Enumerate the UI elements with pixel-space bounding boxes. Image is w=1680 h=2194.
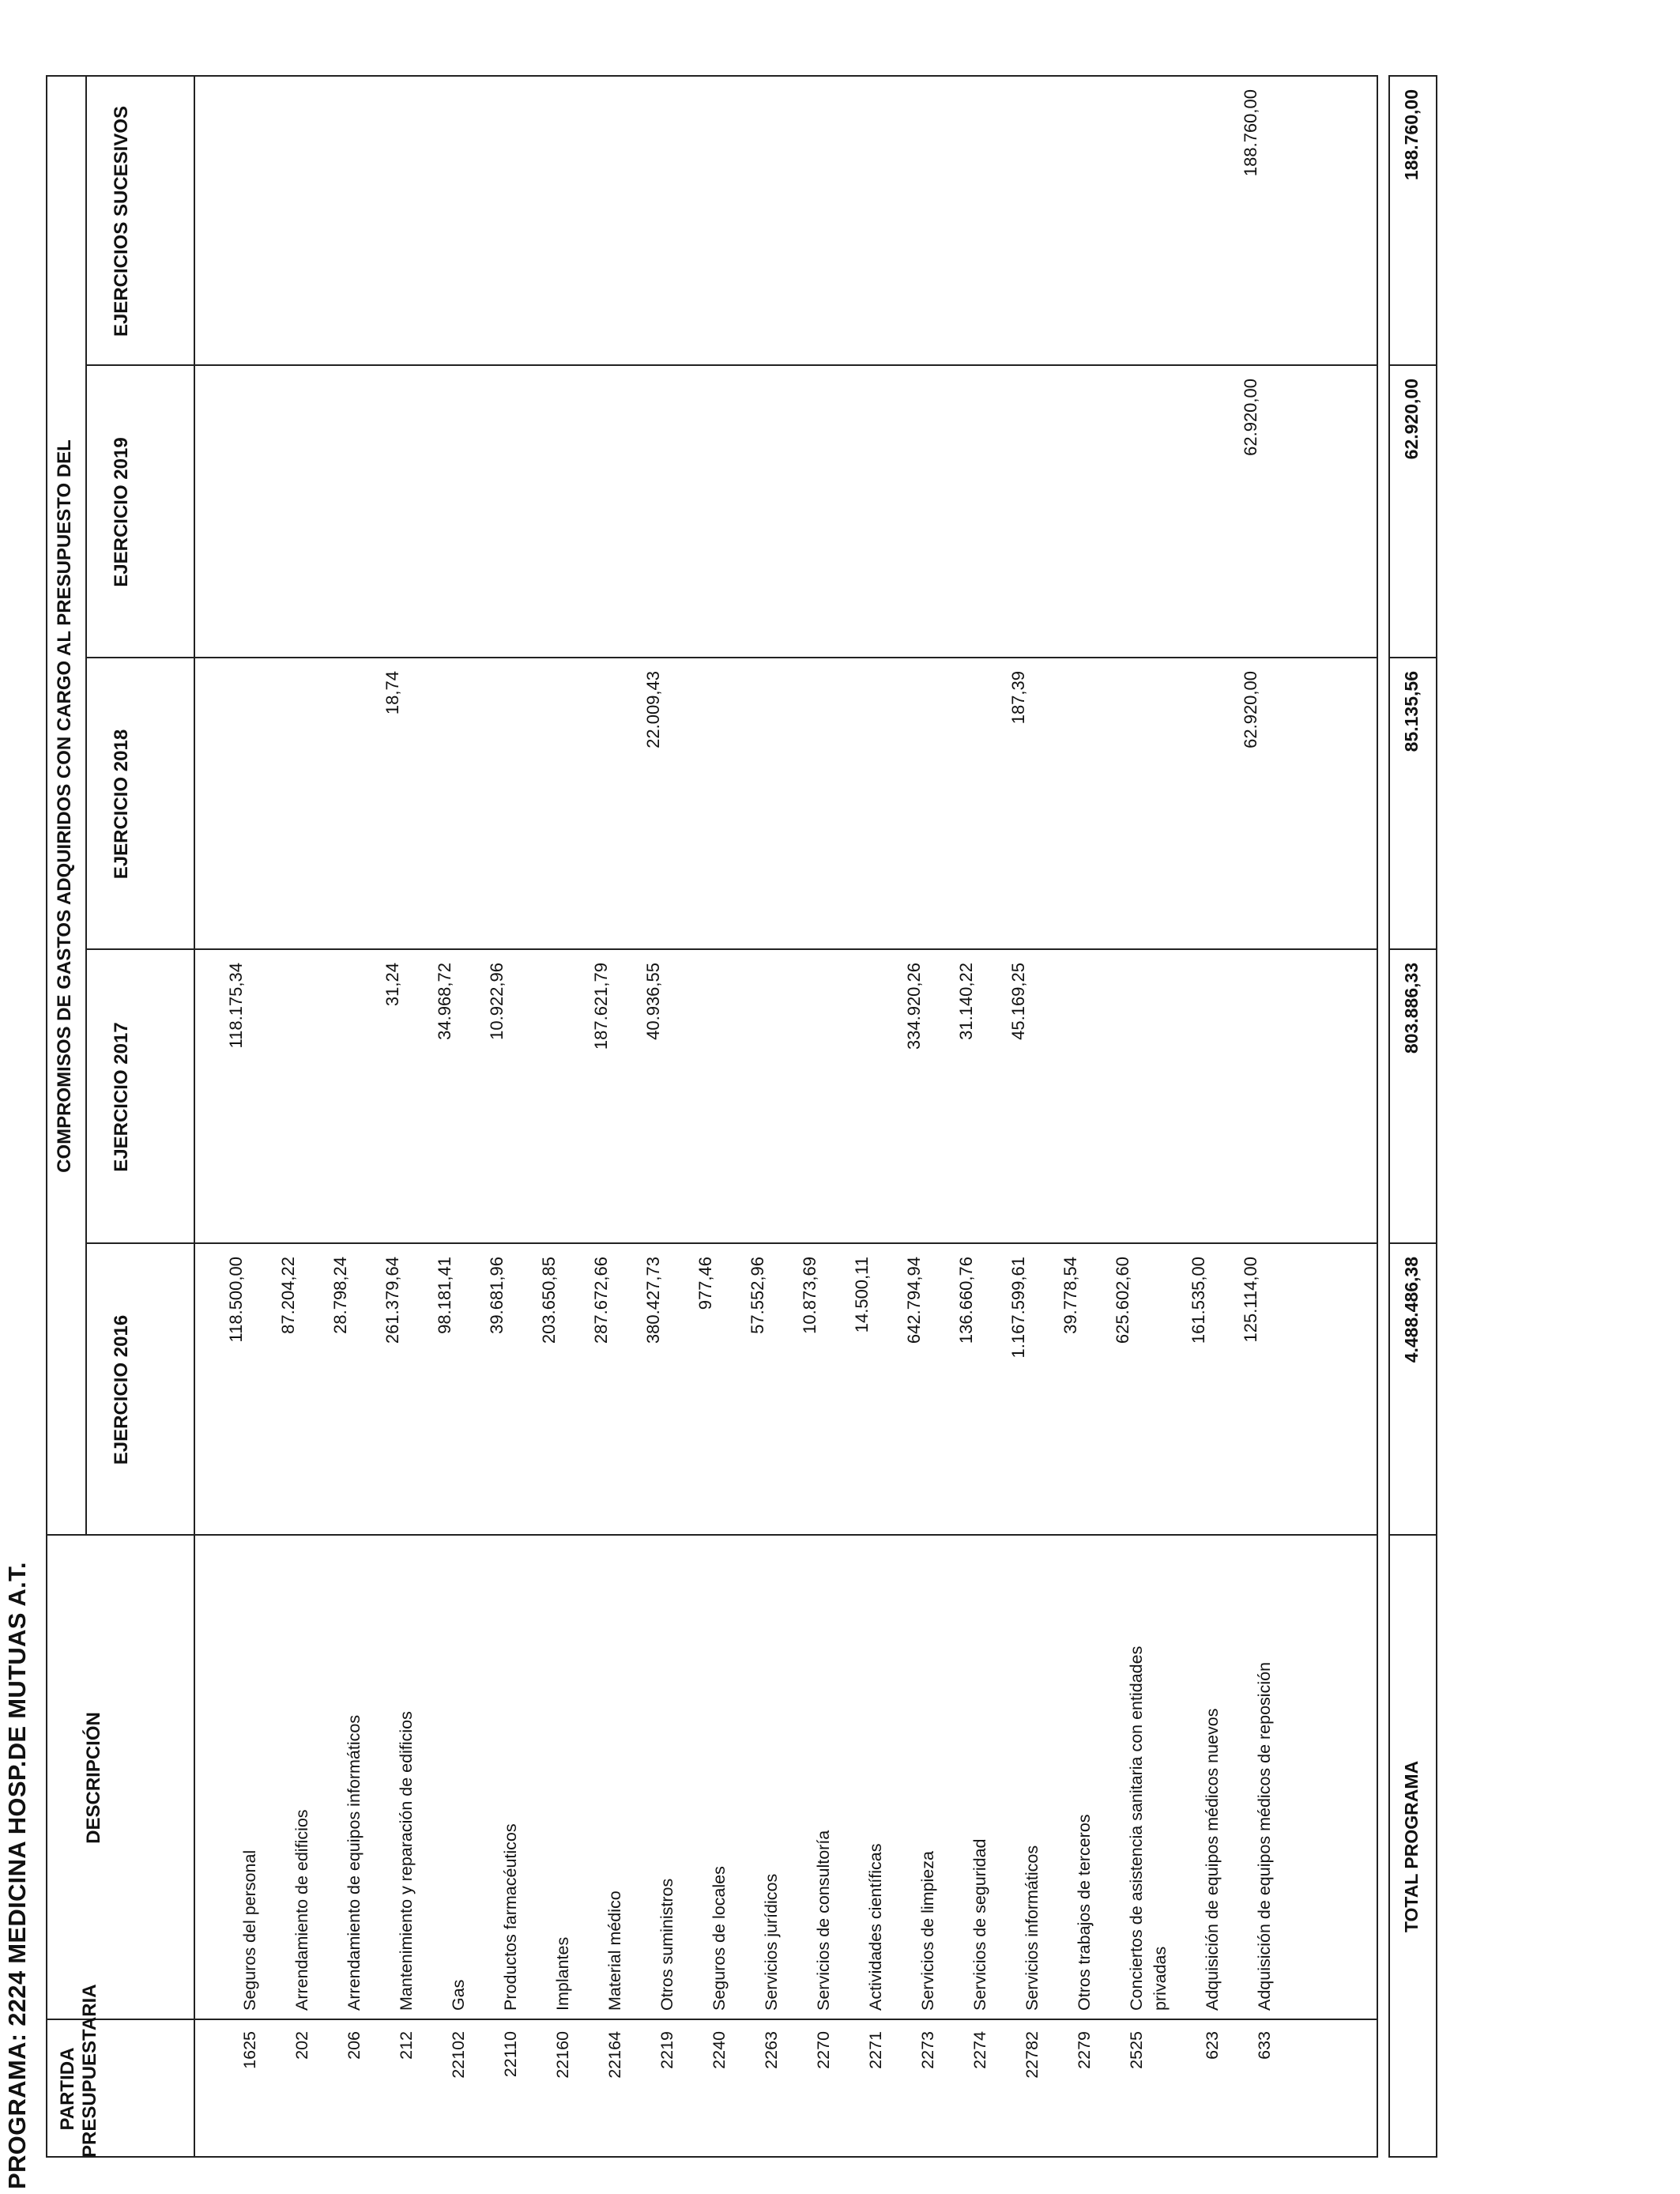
table-row-value: 34.968,72	[435, 963, 454, 1040]
col-rule-year	[85, 948, 1377, 950]
table-row-value: 87.204,22	[278, 1257, 298, 1334]
table-row-value: 45.169,25	[1008, 963, 1028, 1040]
table-row-descripcion: Gas	[449, 1979, 468, 2011]
table-row-value: 1.167.599,61	[1008, 1257, 1028, 1359]
table-row-descripcion: Servicios informáticos	[1023, 1845, 1042, 2011]
table-row-value: 261.379,64	[382, 1257, 402, 1344]
table-row-partida: 212	[397, 2031, 416, 2060]
col-rule-year	[85, 657, 1377, 658]
table-row-value: 287.672,66	[591, 1257, 611, 1344]
table-row-descripcion: Productos farmacéuticos	[501, 1823, 520, 2011]
total-rule-year	[1388, 364, 1436, 366]
header-year: EJERCICIO 2019	[111, 437, 132, 587]
table-row-value: 39.778,54	[1060, 1257, 1080, 1334]
table-row-partida: 2274	[970, 2031, 989, 2069]
total-border-top	[1388, 77, 1390, 2158]
table-row-descripcion: Arrendamiento de equipos informáticos	[345, 1714, 363, 2011]
table-row-partida: 206	[345, 2031, 363, 2060]
table-row-partida: 22102	[449, 2031, 468, 2079]
table-row-value: 62.920,00	[1241, 379, 1260, 456]
table-row-descripcion: Otros suministros	[657, 1878, 676, 2011]
table-row-partida: 2279	[1075, 2031, 1094, 2069]
table-row-value: 18,74	[382, 671, 402, 715]
table-row-descripcion: Conciertos de asistencia sanitaria con entidades	[1127, 1646, 1146, 2011]
total-value: 4.488.486,38	[1401, 1257, 1422, 1363]
table-row-value: 57.552,96	[748, 1257, 767, 1334]
table-row-descripcion: Mantenimiento y reparación de edificios	[397, 1711, 416, 2011]
table-row-value: 187.621,79	[591, 963, 611, 1050]
header-group: COMPROMISOS DE GASTOS ADQUIRIDOS CON CARGO AL PRESUPUESTO DEL	[54, 439, 75, 1173]
table-row-value: 40.936,55	[643, 963, 663, 1040]
table-row-partida: 633	[1255, 2031, 1274, 2060]
total-rule-year	[1388, 948, 1436, 950]
table-row-value: 98.181,41	[435, 1257, 454, 1334]
table-row-partida: 2263	[762, 2031, 781, 2069]
group-rule	[85, 77, 87, 1536]
table-row-value: 642.794,94	[904, 1257, 924, 1344]
total-value: 85.135,56	[1401, 671, 1422, 752]
table-row-value: 187,39	[1008, 671, 1028, 725]
table-row-value: 31,24	[382, 963, 402, 1007]
table-row-value: 380.427,73	[643, 1257, 663, 1344]
table-row-partida: 2219	[657, 2031, 676, 2069]
table-row-descripcion: Servicios de seguridad	[970, 1838, 989, 2011]
table-row-descripcion: privadas	[1151, 1946, 1170, 2011]
total-value: 62.920,00	[1401, 379, 1422, 460]
table-row-value: 625.602,60	[1113, 1257, 1132, 1344]
col-rule-year	[85, 1242, 1377, 1244]
total-value: 188.760,00	[1401, 89, 1422, 181]
table-row-value: 136.660,76	[956, 1257, 976, 1344]
header-descripcion: DESCRIPCIÓN	[83, 1712, 104, 1844]
table-row-descripcion: Otros trabajos de terceros	[1075, 1814, 1094, 2011]
header-year: EJERCICIOS SUCESIVOS	[111, 105, 132, 337]
table-row-partida: 2525	[1127, 2031, 1146, 2069]
col-rule-year	[85, 364, 1377, 366]
table-row-value: 39.681,96	[487, 1257, 507, 1334]
table-row-value: 203.650,85	[539, 1257, 559, 1344]
header-rule	[194, 77, 195, 2158]
table-row-partida: 2240	[710, 2031, 729, 2069]
table-row-descripcion: Adquisición de equipos médicos de reposición	[1255, 1661, 1274, 2011]
total-border-right	[1388, 75, 1437, 77]
table-row-partida: 623	[1203, 2031, 1222, 2060]
table-row-descripcion: Seguros del personal	[240, 1849, 259, 2011]
table-row-descripcion: Seguros de locales	[710, 1866, 729, 2011]
table-border-right	[46, 75, 1378, 77]
header-year: EJERCICIO 2016	[111, 1314, 132, 1465]
table-row-partida: 22110	[501, 2031, 520, 2078]
table-row-partida: 2270	[814, 2031, 833, 2069]
table-row-partida: 22160	[553, 2031, 572, 2079]
table-row-partida: 2273	[918, 2031, 937, 2069]
total-border-bottom	[1436, 77, 1437, 2158]
col-rule-descripcion	[46, 1534, 1377, 1536]
header-year: EJERCICIO 2018	[111, 729, 132, 880]
program-title: PROGRAMA: 2224 MEDICINA HOSP.DE MUTUAS A.T.	[3, 1562, 31, 2189]
table-row-value: 161.535,00	[1188, 1257, 1208, 1344]
table-row-partida: 22782	[1023, 2031, 1042, 2079]
table-row-value: 28.798,24	[330, 1257, 350, 1334]
table-row-descripcion: Servicios jurídicos	[762, 1873, 781, 2011]
table-row-descripcion: Arrendamiento de edificios	[292, 1809, 311, 2011]
total-rule-year	[1388, 657, 1436, 658]
table-row-descripcion: Implantes	[553, 1936, 572, 2011]
col-rule-partida	[46, 2019, 1377, 2020]
table-row-descripcion: Adquisición de equipos médicos nuevos	[1203, 1708, 1222, 2011]
table-row-value: 10.873,69	[800, 1257, 819, 1334]
table-row-partida: 1625	[240, 2031, 259, 2069]
table-row-value: 125.114,00	[1241, 1257, 1260, 1343]
table-row-descripcion: Material médico	[605, 1891, 624, 2011]
table-row-value: 334.920,26	[904, 963, 924, 1050]
table-row-partida: 202	[292, 2031, 311, 2060]
table-row-partida: 2271	[866, 2031, 885, 2069]
total-value: 803.886,33	[1401, 963, 1422, 1054]
table-row-value: 62.920,00	[1241, 671, 1260, 748]
header-year: EJERCICIO 2017	[111, 1022, 132, 1172]
table-row-value: 31.140,22	[956, 963, 976, 1040]
table-row-value: 14.500,11	[852, 1257, 872, 1333]
table-row-value: 188.760,00	[1241, 89, 1260, 177]
header-partida-line1: PARTIDA	[57, 2047, 78, 2131]
table-row-value: 118.175,34	[226, 963, 246, 1049]
table-border-bottom	[1377, 77, 1378, 2158]
table-row-value: 10.922,96	[487, 963, 507, 1040]
total-rule-year	[1388, 1242, 1436, 1244]
table-row-value: 118.500,00	[226, 1257, 246, 1343]
total-label: TOTAL PROGRAMA	[1401, 1760, 1422, 1933]
header-partida-line2: PRESUPUESTARIA	[79, 1984, 100, 2158]
table-row-partida: 22164	[605, 2031, 624, 2079]
table-row-descripcion: Actividades científicas	[866, 1843, 885, 2011]
table-row-descripcion: Servicios de consultoría	[814, 1830, 833, 2011]
table-row-descripcion: Servicios de limpieza	[918, 1851, 937, 2011]
table-row-value: 977,46	[695, 1257, 715, 1310]
table-row-value: 22.009,43	[643, 671, 663, 748]
table-border-top	[46, 77, 47, 2158]
